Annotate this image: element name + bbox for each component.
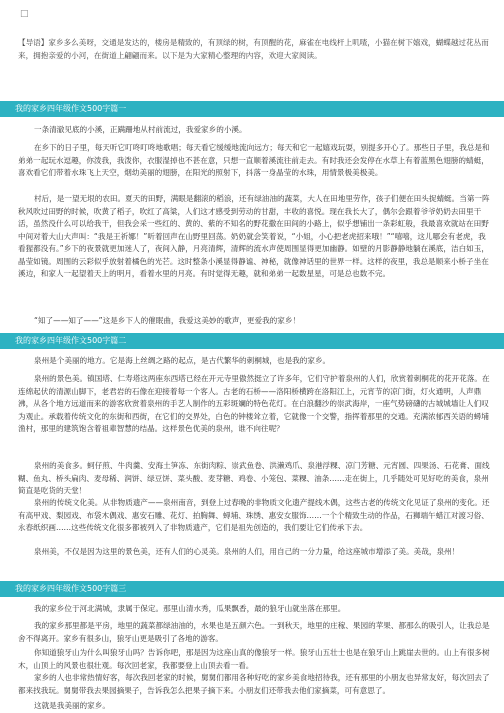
section-3-para-4: 家乡的人也非常热情好客，每次我回老家的时候，舅舅们都用各种好吃的家乡美食地招待我，还有那里的小朋友也异常友好，每次回去了都来找我玩。舅舅带我去果园摘果子，告诉我怎么把果子摘下来。小朋友们还带我去他们家摘菜，可有意思了。 — [18, 673, 490, 695]
section-2-para-2: 泉州的景色美。镇国塔、仁寿塔这两座东西塔已经在开元寺里傲然挺立了许多年，它们守护着泉州的人们，欣赏着刺桐花的花开花落。在连绵起伏的清源山脚下，老君岩的石像在迎接着每一个客人。古老的石桥——洛阳桥横跨在洛阳江上，元宵节的凉门街，灯火通明，人声鼎沸，从各个地方远道而来的游客欣赏着泉州的手艺人制作的五彩斑斓的特色花灯。在白浪翻沙的崇武海岸，一座气势磅礴的古城城墙让人们叹为观止。承载着传统文化的东街和西街，在它们的交界处，白色的钟楼耸立着，它就像一个交警，指挥着那里的交通。充满浓郁西关语的蟳埔渔村，那里的建筑饱含着祖辈智慧的结晶。这样景色优美的泉州，谁不向往呢？ — [18, 374, 490, 433]
section-2-para-5: 泉州美，不仅是因为这里的景色美，还有人们的心灵美。泉州的人们，用自己的一分力量，给这座城市增添了美。美哉，泉州！ — [34, 547, 460, 556]
section-3-para-1: 我的家乡位于河北满城，隶属于保定。那里山清水秀，瓜果飘香，最的狼牙山就坐落在那里。 — [34, 604, 346, 613]
section-3-para-5: 这就是我美丽的家乡。 — [34, 701, 110, 710]
section-1-para-4: “知了——知了——”这是乡下人的催眠曲，我爱这美妙的歌声，更爱我的家乡！ — [34, 316, 301, 325]
section-1-para-1: 一条清澈见底的小溪，正蹒跚地从村前流过，我爱家乡的小溪。 — [34, 125, 247, 134]
section-2-para-4: 泉州的传统文化美。从非物质遗产——泉州南音，到登上过春晚的非物质文化遗产提线木偶，这些古老的传统文化见证了泉州的变化。还有高甲戏、梨园戏、布袋木偶戏、惠安石雕、花灯、拍胸舞、蟳埔、珠绣、惠安女服饰……一个个精致生动的作品，石狮端午蜡江对渡习俗、永春纸织画……这些传统文化很多都被列入了非物质遗产，它们是祖先创造的，我们要让它们传承下去。 — [18, 498, 490, 532]
section-1-para-2: 在乡下的日子里，每天听它叮咚叮咚地歌唱；每天看它缓缓地流向远方；每天和它一起嬉戏玩耍，别提多开心了。那些日子里，我总是和弟弟一起玩水逗趣，你泼我，我泼你，衣服湿掉也不甚在意，只想一直顺着溪流往前走去。有时我还会发停在水草上有着蓝黑色翅膀的蜻蜓，喜欢看它们带着水珠飞上天空，烟幼美丽的翅膀，在阳光的照射下，抖落一身晶莹的水珠，用情景极美极美。 — [18, 143, 490, 177]
corner-mark-icon: □ — [20, 9, 29, 19]
section-1-para-3: 村后，是一望无垠的农田。夏天的田野，满眼是翻滚的稻浪，还有绿油油的蔬菜，大人在田地里劳作，孩子们便在田头捉蜻蜓。当第一阵秋风吹过田野的时候，吹黄了稻子，吹红了高粱，人们这才感受到劳动的甘甜，丰收的喜悦。现在我长大了，偶尔会跟着爷爷奶奶去田里干活，虽然没什么可以给我干，但我会采一些红的、黄的、紫的不知名的野花撒在田间的小路上，似乎想铺出一条彩虹般，我最喜欢就站在田野中间对着大山大声叫：“我是王祈娜！”听着回声在山野里回荡。奶奶就会笑着说，“小姐，小心把老虎招来哦！”“嘻嘻，这儿哪会有老虎，我看猩都没有。”乡下的夜景就更加迷人了，夜间入静，月亮清辉，清辉的流水声使周围显得更加幽静。如壁的月影静静地躺在溪底，洁白如玉，晶莹如镜。周围的云彩似乎放射着橘色的光芒。这时整条小溪显得静谧、神秘，就像神话里的世界一样。这样的夜里，我总是顺来小桥子坐在溪边，和家人一起望着天上的明月，看着水里的月亮。有时觉得无趣，就和弟弟一起数星星，可是总也数不完。 — [18, 194, 490, 278]
section-2-para-3: 泉州的美食多。蚵仔煎、牛肉羹、安海土笋冻、东街肉粽、崇武鱼卷、洪濑鸡爪、泉港浮粿、凉门芳糖、元宵圆、四果汤、石花膏、面线糊、鱼丸、桥头扁肉、麦母稀、润饼、绿豆饼、菜头酸、麦芽糖、鸡卷、小笼包、菜粿、油条……走在街上，几乎随处可见好吃的美食，泉州简直是吃货的天堂！ — [18, 461, 490, 495]
section-heading-1[interactable]: 我的家乡四年级作文500字篇一 — [0, 101, 504, 117]
section-3-para-2: 我的家乡那里都是平房，地里的蔬菜都绿油油的，水果也是五颜六色。一到秋天，地里的庄稼、果园的苹果、都那么的吸引人，让我总是舍不得离开。家乡有很多山，狼牙山更是吸引了各地的游客。 — [18, 621, 490, 643]
section-heading-2[interactable]: 我的家乡四年级作文500字篇二 — [0, 333, 504, 349]
section-3-para-3: 你知道狼牙山为什么叫狼牙山吗？告诉你吧，那是因为这座山真的像狼牙一样。狼牙山五壮士也是在狼牙山上跳崖去世的。山上有很多树木，山顶上的风景也很壮观。每次回老家，我都要登上山顶去看一看。 — [18, 648, 490, 670]
intro-paragraph: 【导语】家乡多么美呀，交通是发达的，楼房是精致的，有顶绿的树，有顶醒的花，麻雀在电线杆上叽喳，小猫在树下嬉戏，蝴蝶越过花丛而来，拥抱亲爱的小河，在街道上翩翩而来。以下是为大家精心整理的内容，欢迎大家阅读。 — [18, 37, 489, 61]
section-heading-3[interactable]: 我的家乡四年级作文500字篇三 — [0, 581, 504, 597]
section-2-para-1: 泉州是个美丽的地方。它是海上丝绸之路的起点，是古代繁华的刺桐城，也是我的家乡。 — [34, 356, 331, 365]
